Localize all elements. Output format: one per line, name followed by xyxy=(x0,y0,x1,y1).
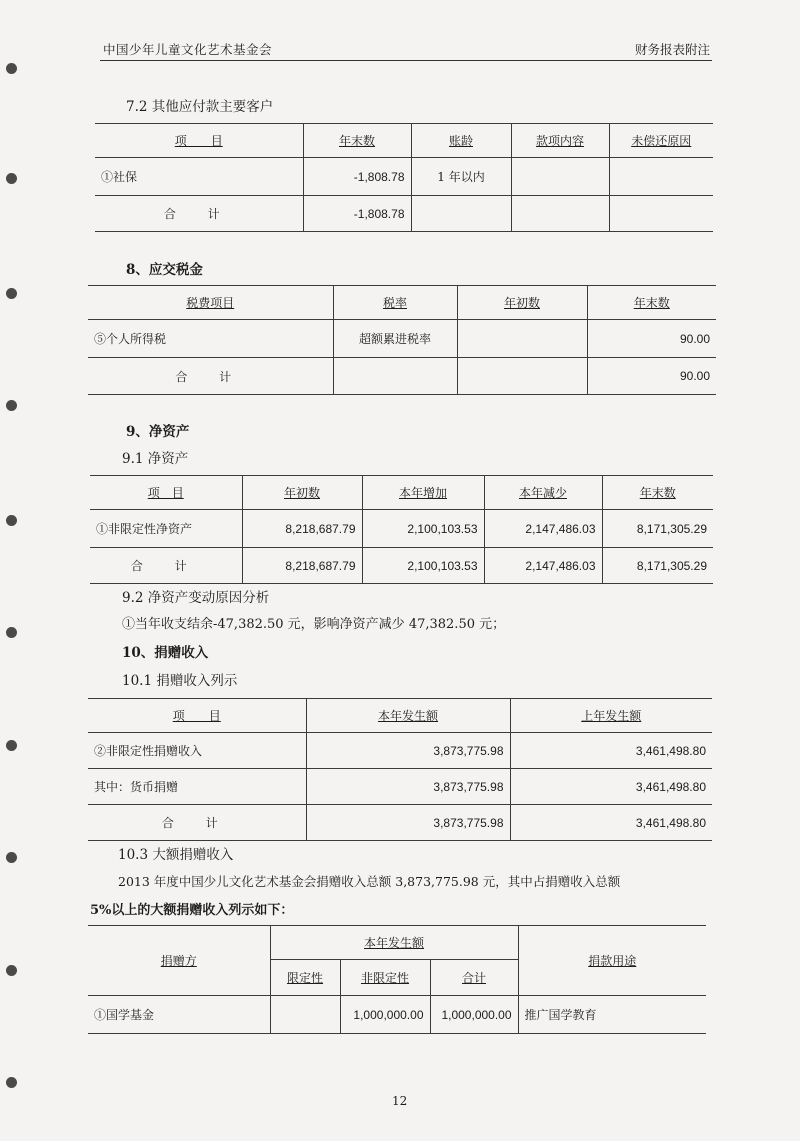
cell-end: 8,171,305.29 xyxy=(602,510,713,548)
table-10-1 xyxy=(88,698,712,841)
cell-unrestricted: 1,000,000.00 xyxy=(340,996,430,1034)
cell-reason xyxy=(609,158,713,196)
cell-current: 3,873,775.98 xyxy=(306,733,510,769)
col-header: 上年发生额 xyxy=(510,699,712,733)
cell-increase: 2,100,103.53 xyxy=(362,548,484,584)
cell-rate xyxy=(333,358,457,395)
col-header: 款项内容 xyxy=(511,124,609,158)
table-row xyxy=(95,158,713,196)
cell-total-label: 合 计 xyxy=(88,805,306,841)
col-header: 年初数 xyxy=(242,476,362,510)
section-10-3-line2: 5%以上的大额捐赠收入列示如下： xyxy=(90,903,294,918)
section-9-2-title: 9.2 净资产变动原因分析 xyxy=(122,590,270,606)
cell-item: ⑤个人所得税 xyxy=(88,320,333,358)
col-header: 年末数 xyxy=(587,286,716,320)
header-rule xyxy=(100,60,712,61)
col-header: 项 目 xyxy=(95,124,303,158)
header-org: 中国少年儿童文化艺术基金会 xyxy=(103,42,273,57)
table-row xyxy=(95,196,713,232)
col-header: 未偿还原因 xyxy=(609,124,713,158)
section-10-3-line1: 2013 年度中国少儿文化艺术基金会捐赠收入总额 3,873,775.98 元，其中占捐赠收入总额 xyxy=(118,874,621,889)
binder-hole xyxy=(6,288,17,299)
cell-donor: ①国学基金 xyxy=(88,996,270,1034)
table-row xyxy=(88,769,712,805)
binder-hole xyxy=(6,627,17,638)
cell-begin xyxy=(457,358,587,395)
section-10-3-title: 10.3 大额捐赠收入 xyxy=(118,847,234,863)
cell-end: -1,808.78 xyxy=(303,158,411,196)
cell-previous: 3,461,498.80 xyxy=(510,805,712,841)
cell-total-label: 合 计 xyxy=(88,358,333,395)
cell-previous: 3,461,498.80 xyxy=(510,769,712,805)
col-header: 本年减少 xyxy=(484,476,602,510)
table-row xyxy=(88,996,706,1034)
cell-age: 1 年以内 xyxy=(411,158,511,196)
cell-age xyxy=(411,196,511,232)
col-header-restricted: 限定性 xyxy=(270,960,340,996)
cell-current: 3,873,775.98 xyxy=(306,769,510,805)
col-header: 年末数 xyxy=(602,476,713,510)
binder-hole xyxy=(6,965,17,976)
binder-hole xyxy=(6,1077,17,1088)
cell-decrease: 2,147,486.03 xyxy=(484,510,602,548)
cell-begin xyxy=(457,320,587,358)
col-header: 本年增加 xyxy=(362,476,484,510)
cell-previous: 3,461,498.80 xyxy=(510,733,712,769)
col-header: 账龄 xyxy=(411,124,511,158)
section-9-title: 9、净资产 xyxy=(126,424,190,440)
binder-hole xyxy=(6,63,17,74)
col-header: 项 目 xyxy=(88,699,306,733)
header-doc-title: 财务报表附注 xyxy=(634,42,710,57)
col-header: 税率 xyxy=(333,286,457,320)
table-10-3 xyxy=(88,925,706,1034)
col-header-current: 本年发生额 xyxy=(270,926,518,960)
col-header-use: 捐款用途 xyxy=(518,926,706,996)
cell-end: 8,171,305.29 xyxy=(602,548,713,584)
cell-end: 90.00 xyxy=(587,358,716,395)
cell-begin: 8,218,687.79 xyxy=(242,548,362,584)
cell-content xyxy=(511,196,609,232)
binder-hole xyxy=(6,740,17,751)
cell-reason xyxy=(609,196,713,232)
cell-item: ①社保 xyxy=(95,158,303,196)
col-header-unrestricted: 非限定性 xyxy=(340,960,430,996)
col-header: 税费项目 xyxy=(88,286,333,320)
table-row xyxy=(90,510,713,548)
section-8-title: 8、应交税金 xyxy=(126,262,203,278)
cell-increase: 2,100,103.53 xyxy=(362,510,484,548)
table-row xyxy=(88,358,716,395)
col-header: 本年发生额 xyxy=(306,699,510,733)
table-row xyxy=(88,320,716,358)
cell-restricted xyxy=(270,996,340,1034)
cell-begin: 8,218,687.79 xyxy=(242,510,362,548)
cell-decrease: 2,147,486.03 xyxy=(484,548,602,584)
page-number: 12 xyxy=(392,1094,408,1108)
cell-current: 3,873,775.98 xyxy=(306,805,510,841)
cell-item: ②非限定性捐赠收入 xyxy=(88,733,306,769)
cell-rate: 超额累进税率 xyxy=(333,320,457,358)
section-9-1-title: 9.1 净资产 xyxy=(122,451,189,467)
section-10-title: 10、捐赠收入 xyxy=(122,645,209,661)
binder-hole xyxy=(6,400,17,411)
cell-end: -1,808.78 xyxy=(303,196,411,232)
cell-content xyxy=(511,158,609,196)
col-header-total: 合计 xyxy=(430,960,518,996)
section-9-2-text: ①当年收支结余-47,382.50 元，影响净资产减少 47,382.50 元； xyxy=(122,617,506,632)
cell-total-label: 合 计 xyxy=(95,196,303,232)
col-header-donor: 捐赠方 xyxy=(88,926,270,996)
cell-total-label: 合 计 xyxy=(90,548,242,584)
cell-total: 1,000,000.00 xyxy=(430,996,518,1034)
cell-item: 其中：货币捐赠 xyxy=(88,769,306,805)
section-10-1-title: 10.1 捐赠收入列示 xyxy=(122,673,238,689)
table-8 xyxy=(88,285,716,395)
binder-hole xyxy=(6,173,17,184)
table-row xyxy=(88,733,712,769)
col-header: 年末数 xyxy=(303,124,411,158)
cell-item: ①非限定性净资产 xyxy=(90,510,242,548)
cell-use: 推广国学教育 xyxy=(518,996,706,1034)
table-row xyxy=(88,805,712,841)
binder-hole xyxy=(6,852,17,863)
section-7-2-title: 7.2 其他应付款主要客户 xyxy=(126,99,274,115)
table-7-2 xyxy=(95,123,713,232)
col-header: 项 目 xyxy=(90,476,242,510)
table-9-1 xyxy=(90,475,713,584)
col-header: 年初数 xyxy=(457,286,587,320)
cell-end: 90.00 xyxy=(587,320,716,358)
binder-hole xyxy=(6,515,17,526)
table-row xyxy=(90,548,713,584)
